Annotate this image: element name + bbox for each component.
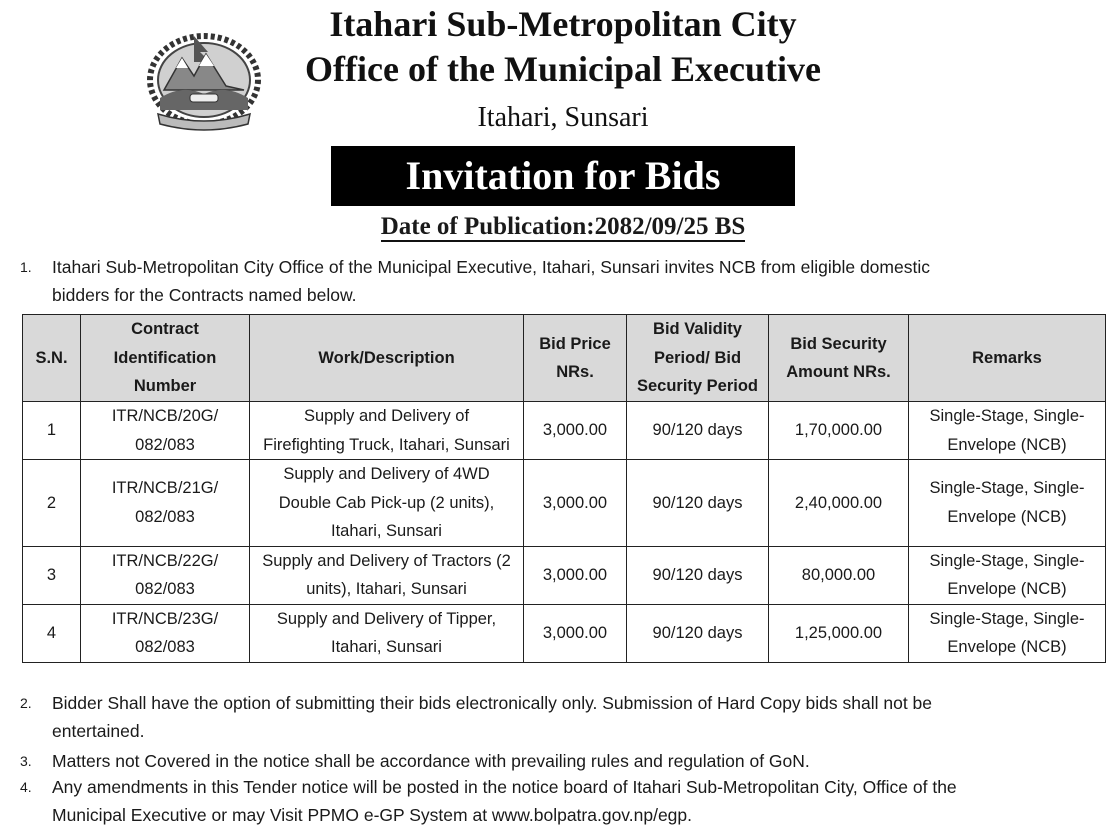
cell-line: 082/083 [135, 507, 195, 526]
cell-validity: 90/120 days [627, 604, 769, 662]
header-bid-price [524, 315, 627, 402]
cell-line: Double Cab Pick-up (2 units), [278, 493, 495, 512]
cell-line: Single-Stage, Single- [929, 407, 1085, 425]
cell-sn: 3 [23, 546, 81, 604]
cell-remarks [909, 402, 1106, 460]
cell-remarks [909, 604, 1106, 662]
header-line: NRs. [556, 363, 594, 381]
cell-security: 1,70,000.00 [769, 402, 909, 460]
cell-line: Single-Stage, Single- [929, 479, 1085, 498]
cell-line: Single-Stage, Single- [929, 551, 1085, 570]
header-line: Bid Validity [653, 320, 742, 339]
table-row [23, 402, 1106, 460]
header-line: Bid Price [539, 334, 611, 353]
cell-line: ITR/NCB/21G/ [111, 479, 219, 498]
cell-work [250, 604, 524, 662]
cell-contract-id [81, 604, 250, 662]
cell-line: Supply and Delivery of Tipper, [276, 609, 497, 628]
publication-date-text: Date of Publication:2082/09/25 BS [380, 213, 746, 240]
cell-line: Supply and Delivery of 4WD [283, 465, 490, 483]
cell-remarks [909, 460, 1106, 547]
office-location: Itahari, Sunsari [477, 102, 649, 133]
cell-line: Supply and Delivery of Tractors (2 [262, 551, 511, 570]
org-name: Itahari Sub-Metropolitan City [329, 4, 797, 44]
header-line: Bid Security [790, 334, 887, 353]
notice-title-banner: Invitation for Bids [331, 146, 795, 206]
cell-line: Itahari, Sunsari [331, 522, 442, 540]
header-line: Number [133, 377, 197, 396]
publication-date [300, 210, 826, 244]
note-item [20, 747, 1100, 775]
item-number: 1. [20, 259, 32, 275]
bids-table [22, 314, 1106, 663]
nepal-government-emblem-icon [142, 28, 266, 132]
header-line: Amount NRs. [786, 363, 891, 381]
cell-contract-id [81, 546, 250, 604]
cell-sn: 1 [23, 402, 81, 460]
note-item [20, 689, 1100, 745]
cell-work [250, 402, 524, 460]
cell-bid-price: 3,000.00 [524, 604, 627, 662]
cell-contract-id [81, 460, 250, 547]
cell-line: 082/083 [135, 435, 195, 454]
cell-sn: 4 [23, 604, 81, 662]
cell-line: Single-Stage, Single- [929, 609, 1085, 628]
note-item [20, 773, 1100, 829]
cell-remarks [909, 546, 1106, 604]
cell-work [250, 546, 524, 604]
cell-security: 1,25,000.00 [769, 604, 909, 662]
cell-work [250, 460, 524, 547]
office-name: Office of the Municipal Executive [305, 49, 821, 89]
cell-line: Envelope (NCB) [947, 638, 1067, 656]
table-row [23, 460, 1106, 547]
note-line-1: Bidder Shall have the option of submitting their bids electronically only. Submission of Hard Copy bids shall not be [52, 693, 933, 713]
cell-contract-id [81, 402, 250, 460]
cell-security: 2,40,000.00 [769, 460, 909, 547]
header-line: Security Period [636, 377, 759, 396]
header-line: Period/ Bid [653, 348, 742, 367]
table-row [23, 546, 1106, 604]
cell-line: Envelope (NCB) [947, 580, 1067, 598]
cell-line: units), Itahari, Sunsari [306, 580, 467, 598]
cell-line: Envelope (NCB) [947, 507, 1067, 526]
header-line: Identification [113, 348, 217, 367]
header-contract-id [81, 315, 250, 402]
cell-line: Supply and Delivery of [303, 407, 470, 425]
cell-line: ITR/NCB/22G/ [111, 551, 219, 570]
cell-bid-price: 3,000.00 [524, 546, 627, 604]
header-work: Work/Description [250, 315, 524, 402]
note-line-1: Matters not Covered in the notice shall be accordance with prevailing rules and regulation of GoN. [52, 751, 810, 771]
note-line-2: entertained. [52, 721, 145, 741]
cell-line: Itahari, Sunsari [331, 638, 442, 656]
header-security [769, 315, 909, 402]
cell-line: Firefighting Truck, Itahari, Sunsari [263, 435, 510, 454]
header-line: Contract [131, 320, 199, 339]
cell-line: ITR/NCB/23G/ [111, 609, 219, 628]
intro-line-2: bidders for the Contracts named below. [52, 285, 357, 305]
government-emblem [142, 28, 266, 132]
cell-sn: 2 [23, 460, 81, 547]
table-header-row [23, 315, 1106, 402]
header-sn: S.N. [23, 315, 81, 402]
item-number: 4. [20, 779, 32, 795]
cell-validity: 90/120 days [627, 460, 769, 547]
cell-line: Envelope (NCB) [947, 435, 1067, 454]
cell-line: ITR/NCB/20G/ [111, 407, 219, 425]
intro-line-1: Itahari Sub-Metropolitan City Office of the Municipal Executive, Itahari, Sunsari invites NCB from eligible domestic [52, 257, 930, 277]
cell-bid-price: 3,000.00 [524, 402, 627, 460]
cell-line: 082/083 [135, 580, 195, 598]
note-line-2: Municipal Executive or may Visit PPMO e-GP System at www.bolpatra.gov.np/egp. [52, 805, 692, 825]
header-remarks: Remarks [909, 315, 1106, 402]
cell-line: 082/083 [135, 638, 195, 656]
header-validity [627, 315, 769, 402]
cell-validity: 90/120 days [627, 546, 769, 604]
intro-paragraph [20, 253, 1100, 309]
table-row [23, 604, 1106, 662]
item-number: 3. [20, 753, 32, 769]
cell-validity: 90/120 days [627, 402, 769, 460]
cell-bid-price: 3,000.00 [524, 460, 627, 547]
note-line-1: Any amendments in this Tender notice will be posted in the notice board of Itahari Sub-Metropolitan City, Office of the [52, 777, 957, 797]
cell-security: 80,000.00 [769, 546, 909, 604]
item-number: 2. [20, 695, 32, 711]
